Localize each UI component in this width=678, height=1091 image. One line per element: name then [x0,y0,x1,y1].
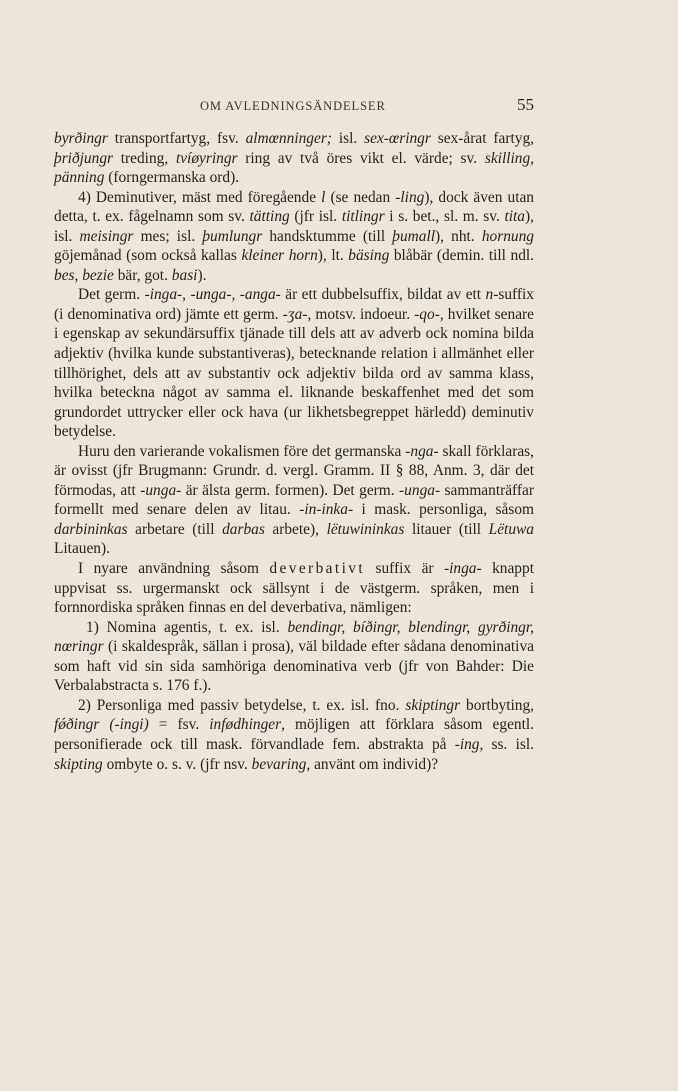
text-run: isl. [331,130,365,147]
term: tvíøyringr [175,149,238,167]
page-header [54,95,534,119]
text-run: 2) Personliga med passiv betydelse, t. ex. isl. fno. [78,696,406,714]
text-run: bär, got. [113,266,172,284]
term: -inga-, -unga-, -anga- [144,286,281,304]
text-run: arbete), [264,520,327,538]
text-run: , hvilket senare i egenskap av sekundärsuffix tjänade till dels att av adverb ock nomina bilda adjektiv (hvilka kunde substantiveras), betecknande relation i allmänhet eller tillhörighet, dels att av substantiv ock adjektiv bilda ord av samma klass, hvilka beteckna något av samma el. liknande beskaffenhet med det som grundordet uttrycker eller ock hava (ur likhetsbegreppet härledd) deminutiv betydelse. [54,305,534,441]
text-run: göjemånad (som också kallas [54,247,242,265]
term: n [485,286,494,304]
term: bes, bezie [54,266,114,284]
term: bäsing [348,247,390,265]
text-run: ), isl. [54,208,534,245]
spaced-term: deverbativt [269,560,366,578]
body-text [54,129,534,774]
list-item-1 [54,618,534,696]
term: fǿðingr (-ingi) [54,716,149,734]
text-run: ring av två öres vikt el. värde; sv. [237,149,485,167]
text-run: (forngermanska ord). [104,169,240,187]
text-run: handsktumme (till [262,227,393,245]
term: tita [504,208,526,226]
term: hornung [481,227,534,245]
text-run: Huru den varierande vokalismen före det germanska [78,442,406,460]
term: bevaring [251,755,307,773]
term: þriðjungr [54,149,114,167]
text-run: litauer (till [404,520,489,538]
text-run: ), nht. [435,227,482,245]
term: -ing [454,735,480,753]
text-run: knappt uppvisat ss. urgermanskt ock sällsynt i de västgerm. språken, men i fornnordiska språken finnas en del deverbativa, nämligen: [54,560,534,617]
paragraph-3 [54,285,534,441]
term: lëtuwininkas [326,520,405,538]
term: meisingr [79,227,134,245]
text-run: Litauen). [54,540,110,558]
text-run: transportfartyg, fsv. [107,130,246,147]
text-run: är ett dubbelsuffix, bildat av ett [280,286,486,304]
term: -unga- [399,481,441,499]
term: tätting [249,208,290,226]
text-run: är älsta germ. formen). Det germ. [181,481,400,499]
text-run: , möjligen att förklara såsom egentl. personifierade ock till mask. förvandlade fem. abstrakta på [54,716,534,753]
text-run: ), dock även utan detta, t. ex. fågelnamn som sv. [54,188,534,226]
term: darbas [222,520,265,538]
term: almœnninger; [245,130,332,147]
paragraph-2 [54,188,534,286]
text-run: treding, [113,149,176,167]
text-run: 4) Deminutiver, mäst med föregående [78,188,322,206]
text-run: , använt om individ)? [306,755,439,773]
term: skiptingr [405,696,461,714]
text-run: i mask. personliga, såsom [353,501,534,519]
term: bendingr, bíðingr, blendingr, gyrðingr, nœringr [54,618,535,656]
term: skilling, pänning [54,149,535,187]
term: þumall [392,227,436,245]
text-run: , motsv. indoeur. [307,305,415,323]
text-run: (jfr isl. [289,208,342,226]
text-run: ), lt. [317,247,349,265]
term: -qo- [414,305,440,323]
text-run: suffix är [365,560,444,578]
text-run: sex-årat fartyg, [430,130,534,147]
term: -unga- [140,481,182,499]
paragraph-1 [54,129,534,188]
term: -nga- [405,442,439,460]
text-run: -suffix (i denominativa ord) jämte ett germ. [54,286,534,323]
text-run: mes; isl. [133,227,203,245]
list-item-2 [54,696,534,774]
paragraph-5 [54,559,534,618]
text-run: , ss. isl. [479,735,534,753]
term: Lëtuwa [488,520,534,538]
page-number: 55 [517,95,534,114]
term: -inga- [444,560,482,578]
text-run: Det germ. [78,286,145,304]
term: -ʒa- [282,305,308,323]
running-title: OM AVLEDNINGSÄNDELSER [200,99,386,113]
term: byrðingr [54,130,108,147]
term: þumlungr [202,227,263,245]
term: darbininkas [54,520,128,538]
term: titlingr [341,208,385,226]
term: sex-œringr [364,130,431,147]
text-run: arbetare (till [127,520,223,538]
term: basi [171,266,198,284]
text-run: ombyte o. s. v. (jfr nsv. [102,755,252,773]
text-run: skall förklaras, är ovisst (jfr Brugmann: Grundr. d. vergl. Gramm. II § 88, Anm. 3, där det förmodas, att [54,442,534,499]
text-run: blåbär (demin. till ndl. [389,247,535,265]
text-run: sammanträffar formellt med senare delen av litau. [54,481,534,519]
term: l [321,188,326,206]
text-run: (i skaldespråk, sällan i prosa), väl bildade efter sådana denominativa som haft vid sin sida samhöriga denominativa verb (jfr von Bahder: Die Verbalabstracta s. 176 f.). [54,638,534,695]
paragraph-4 [54,442,534,559]
term: kleiner horn [241,247,318,265]
text-run: 1) Nomina agentis, t. ex. isl. [86,618,288,636]
text-run: I nyare användning såsom [78,560,270,578]
text-run: = fsv. [148,716,210,734]
term: infødhinger [209,716,282,734]
text-run: bortbyting, [460,696,534,714]
term: skipting [54,755,103,773]
text-run: ). [197,266,207,284]
term: -ling [395,188,425,206]
term: -in-inka- [299,501,354,519]
text-run: i s. bet., sl. m. sv. [384,208,505,226]
text-run: (se nedan [325,188,396,206]
